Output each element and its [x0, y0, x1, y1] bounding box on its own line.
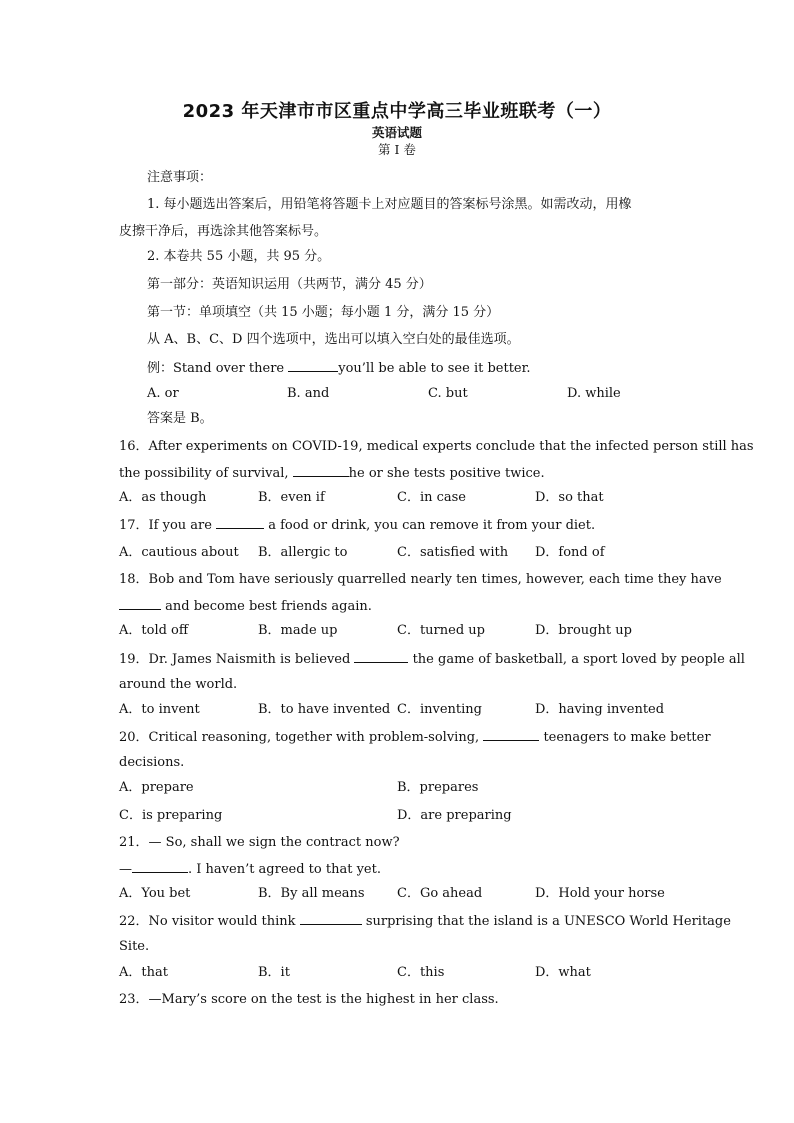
- example-text-end: you’ll be able to see it better.: [338, 361, 531, 376]
- question-19-text-end: the game of basketball, a sport loved by people all: [408, 652, 745, 667]
- question-17-option-d: D．fond of: [535, 545, 605, 560]
- question-22-text-end: surprising that the island is a UNESCO World Heritage: [361, 914, 731, 929]
- answer-blank: [119, 597, 161, 610]
- question-20-option-c: C．is preparing: [119, 808, 223, 823]
- question-18-option-d: D．brought up: [535, 623, 632, 638]
- question-17-text-start: 17．If you are: [119, 518, 217, 533]
- question-19-option-d: D．having invented: [535, 702, 665, 717]
- example-answer: 答案是 B。: [147, 411, 213, 426]
- instruction-item-1-line-1: 1. 每小题选出答案后，用铅笔将答题卡上对应题目的答案标号涂黑。如需改动，用橡: [147, 197, 632, 212]
- question-16-line-2: [119, 464, 545, 483]
- answer-blank: [216, 516, 264, 529]
- instruction-item-2: 2. 本卷共 55 小题，共 95 分。: [147, 249, 331, 264]
- example-option-a: A. or: [147, 386, 179, 401]
- question-17-text-end: a food or drink, you can remove it from your diet.: [264, 518, 596, 533]
- question-18-option-c: C．turned up: [397, 623, 485, 638]
- question-21-line-1: 21．— So, shall we sign the contract now?: [119, 835, 400, 850]
- question-21-option-d: D．Hold your horse: [535, 886, 665, 901]
- question-19-text-start: 19．Dr. James Naismith is believed: [119, 652, 355, 667]
- question-22-line-1: [119, 912, 731, 931]
- question-18-text-end: and become best friends again.: [161, 599, 372, 614]
- exam-subject: 英语试题: [371, 125, 422, 140]
- answer-blank: [354, 650, 408, 663]
- example-text-start: 例：Stand over there: [147, 361, 289, 376]
- section-1-heading: 第一节：单项填空（共 15 小题；每小题 1 分，满分 15 分）: [147, 305, 500, 320]
- answer-blank: [483, 728, 539, 741]
- directions-text: 从 A、B、C、D 四个选项中，选出可以填入空白处的最佳选项。: [147, 332, 520, 347]
- question-21-option-b: B．By all means: [258, 886, 365, 901]
- question-22-option-b: B．it: [258, 965, 290, 980]
- question-20-text-end: teenagers to make better: [539, 730, 711, 745]
- question-22-option-d: D．what: [535, 965, 591, 980]
- part-1-heading: 第一部分：英语知识运用（共两节，满分 45 分）: [147, 277, 432, 292]
- question-19-line-1: [119, 650, 745, 669]
- question-20-text-start: 20．Critical reasoning, together with problem-solving,: [119, 730, 484, 745]
- answer-blank: [300, 912, 362, 925]
- question-18-line-2: [119, 597, 372, 616]
- question-19-option-c: C．inventing: [397, 702, 482, 717]
- example-sentence: [147, 359, 531, 378]
- question-22-text-start: 22．No visitor would think: [119, 914, 300, 929]
- example-option-b: B. and: [287, 386, 330, 401]
- instructions-heading: 注意事项：: [147, 170, 213, 185]
- question-16-option-a: A．as though: [119, 490, 207, 505]
- example-option-c: C. but: [428, 386, 468, 401]
- question-21-line-2: [119, 860, 381, 879]
- question-20-option-d: D．are preparing: [397, 808, 512, 823]
- question-16-option-d: D．so that: [535, 490, 604, 505]
- question-18-line-1: 18．Bob and Tom have seriously quarrelled nearly ten times, however, each time they have: [119, 572, 722, 587]
- question-16-option-c: C．in case: [397, 490, 467, 505]
- question-22-option-a: A．that: [119, 965, 168, 980]
- instruction-item-1-line-2: 皮擦干净后，再选涂其他答案标号。: [119, 224, 328, 239]
- question-21-option-c: C．Go ahead: [397, 886, 483, 901]
- question-19-line-2: around the world.: [119, 677, 238, 692]
- exam-title: 2023 年天津市市区重点中学高三毕业班联考（一）: [182, 101, 612, 122]
- example-option-d: D. while: [567, 386, 621, 401]
- exam-volume: 第 I 卷: [378, 142, 416, 157]
- question-20-line-2: decisions.: [119, 755, 185, 770]
- question-19-option-a: A．to invent: [119, 702, 200, 717]
- question-21-text-start: —: [119, 862, 132, 877]
- question-17-text: [119, 516, 595, 535]
- question-18-option-b: B．made up: [258, 623, 338, 638]
- question-23-line-1: 23．—Mary’s score on the test is the highest in her class.: [119, 992, 499, 1007]
- answer-blank: [288, 359, 338, 372]
- question-16-option-b: B．even if: [258, 490, 325, 505]
- question-21-option-a: A．You bet: [119, 886, 191, 901]
- question-22-line-2: Site.: [119, 939, 150, 954]
- question-20-line-1: [119, 728, 711, 747]
- question-17-option-c: C．satisfied with: [397, 545, 509, 560]
- question-22-option-c: C．this: [397, 965, 445, 980]
- answer-blank: [132, 860, 188, 873]
- question-16-line-1: 16．After experiments on COVID-19, medical experts conclude that the infected person still has: [119, 439, 754, 454]
- question-21-text-end: . I haven’t agreed to that yet.: [188, 862, 381, 877]
- question-16-text-end: he or she tests positive twice.: [348, 466, 545, 481]
- question-20-option-a: A．prepare: [119, 780, 194, 795]
- question-18-option-a: A．told off: [119, 623, 189, 638]
- question-17-option-b: B．allergic to: [258, 545, 348, 560]
- question-20-option-b: B．prepares: [397, 780, 479, 795]
- question-19-option-b: B．to have invented: [258, 702, 391, 717]
- question-17-option-a: A．cautious about: [119, 545, 239, 560]
- answer-blank: [293, 464, 349, 477]
- question-16-text-start: the possibility of survival,: [119, 466, 293, 481]
